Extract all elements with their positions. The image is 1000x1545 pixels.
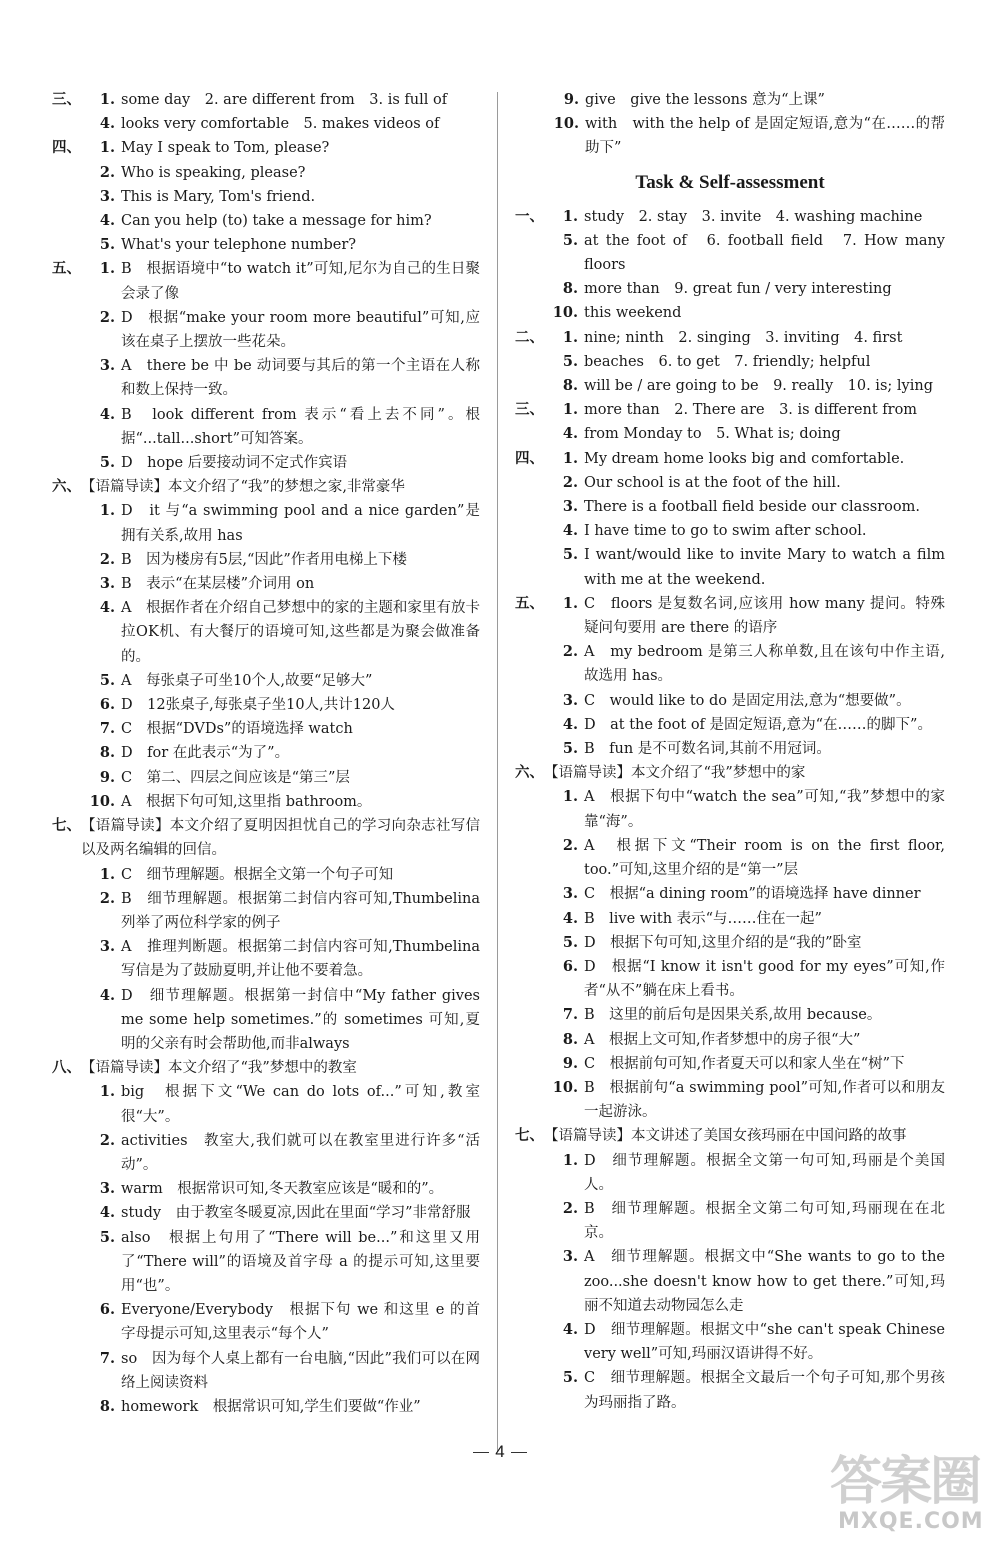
item-number: 3.	[99, 1180, 115, 1198]
answer-item	[81, 669, 480, 693]
answer-item	[544, 907, 945, 931]
item-text: study 由于教室冬暖夏凉,因此在里面“学习”非常舒服	[121, 1205, 471, 1222]
item-number: 4.	[562, 522, 578, 540]
item-number: 10.	[553, 115, 579, 133]
item-number: 5.	[99, 671, 115, 689]
answer-item	[544, 931, 945, 955]
right-top-items	[515, 88, 945, 161]
reading-guide: 【语篇导读】本文介绍了“我”的梦想之家,非常豪华	[81, 479, 405, 496]
item-number: 1.	[99, 260, 115, 278]
answer-item	[544, 834, 945, 882]
answer-item	[544, 1149, 945, 1197]
item-text: warm 根据常识可知,冬天教室应该是“暖和的”。	[121, 1181, 444, 1198]
item-number: 1.	[99, 139, 115, 157]
item-number: 2.	[562, 643, 578, 661]
item-text: big 根据下文“We can do lots of...”可知,教室很“大”。	[121, 1084, 480, 1125]
answer-item	[544, 640, 945, 688]
section-number: 七、	[515, 1127, 544, 1145]
item-text: B live with 表示“与……住在一起”	[584, 910, 822, 927]
answer-item	[544, 277, 945, 301]
answer-item	[544, 785, 945, 833]
item-number: 1.	[99, 91, 115, 108]
item-text: D hope 后要接动词不定式作宾语	[121, 455, 348, 472]
section-number: 三、	[52, 91, 81, 108]
continued-items	[515, 88, 945, 161]
section-number: 五、	[515, 594, 544, 612]
section-body	[81, 1056, 480, 1419]
reading-guide: 【语篇导读】本文介绍了夏明因担忧自己的学习向杂志社写信以及两名编辑的回信。	[81, 818, 480, 859]
item-text: D 细节理解题。根据文中“she can't speak Chinese very well”可知,玛丽汉语讲得不好。	[584, 1321, 945, 1363]
item-text: give give the lessons 意为“上课”	[585, 92, 825, 108]
answer-item	[544, 326, 945, 350]
item-text: C 细节理解题。根据全文最后一个句子可知,那个男孩为玛丽指了路。	[584, 1370, 945, 1411]
item-number: 10.	[552, 1078, 578, 1096]
item-number: 3.	[562, 885, 578, 903]
item-text: nine; ninth 2. singing 3. inviting 4. first	[584, 329, 903, 346]
item-number: 2.	[99, 163, 115, 181]
item-number: 8.	[99, 1397, 115, 1415]
answer-section	[515, 205, 945, 326]
answer-item	[544, 1366, 945, 1414]
answer-item	[81, 1201, 480, 1225]
item-text: so 因为每个人桌上都有一台电脑,“因此”我们可以在网络上阅读资料	[121, 1350, 480, 1391]
section-number: 一、	[515, 207, 544, 225]
item-number: 2.	[562, 473, 578, 491]
answer-item	[81, 717, 480, 741]
answer-item	[544, 422, 945, 446]
item-number: 9.	[563, 91, 579, 108]
section-body	[544, 398, 945, 446]
item-number: 2.	[99, 550, 115, 568]
item-text: C would like to do 是固定用法,意为“想要做”。	[584, 692, 911, 709]
section-number: 二、	[515, 328, 544, 346]
item-number: 4.	[562, 425, 578, 443]
section-number: 五、	[52, 260, 81, 278]
item-number: 5.	[99, 236, 115, 254]
item-text: B 细节理解题。根据全文第二句可知,玛丽现在在北京。	[584, 1200, 945, 1242]
answer-item	[544, 1197, 945, 1245]
section-number: 三、	[515, 401, 544, 419]
item-number: 4.	[99, 115, 115, 133]
answer-item	[81, 112, 480, 136]
answer-section	[515, 447, 945, 592]
answer-item	[544, 1076, 945, 1124]
answer-item	[544, 713, 945, 737]
item-text: D 根据下句可知,这里介绍的是“我的”卧室	[584, 934, 862, 951]
answer-item	[81, 499, 480, 547]
answer-section	[515, 1124, 945, 1414]
item-text: C 根据“DVDs”的语境选择 watch	[121, 721, 353, 738]
item-text: C 细节理解题。根据全文第一个句子可知	[121, 866, 394, 883]
answer-item	[81, 935, 480, 983]
answer-item	[81, 741, 480, 765]
section-body	[544, 1124, 945, 1414]
item-number: 10.	[89, 792, 115, 810]
answer-item	[81, 354, 480, 402]
item-number: 3.	[99, 575, 115, 593]
column-divider	[497, 92, 498, 1452]
item-number: 1.	[562, 328, 578, 346]
item-text: Everyone/Everybody 根据下句 we 和这里 e 的首字母提示可知,这里表示“每个人”	[121, 1302, 480, 1343]
answer-item	[544, 1245, 945, 1318]
answer-item	[544, 374, 945, 398]
answer-item	[544, 1028, 945, 1052]
item-number: 1.	[562, 207, 578, 225]
item-text: A 根据下文“Their room is on the first floor, too.”可知,这里介绍的是“第一”层	[584, 837, 945, 879]
item-number: 4.	[99, 986, 115, 1004]
item-number: 4.	[562, 715, 578, 733]
item-number: 7.	[99, 720, 115, 738]
answer-item	[544, 737, 945, 761]
answer-item	[544, 592, 945, 640]
answer-item	[81, 88, 480, 112]
item-text: B 因为楼房有5层,“因此”作者用电梯上下楼	[121, 551, 407, 568]
item-number: 8.	[562, 1030, 578, 1048]
item-text: C 根据“a dining room”的语境选择 have dinner	[584, 886, 921, 903]
item-number: 2.	[99, 308, 115, 326]
item-text: B 根据语境中“to watch it”可知,尼尔为自己的生日聚会录了像	[121, 261, 480, 302]
answer-item	[81, 1347, 480, 1395]
answer-section	[52, 136, 480, 257]
item-text: There is a football field beside our classroom.	[584, 499, 920, 516]
section-number: 七、	[52, 817, 81, 835]
answer-item	[544, 205, 945, 229]
section-body	[544, 592, 945, 761]
section-body	[544, 447, 945, 592]
answer-item	[545, 112, 945, 160]
answer-item	[81, 233, 480, 257]
item-number: 1.	[562, 788, 578, 806]
item-number: 1.	[562, 449, 578, 467]
answer-item	[81, 984, 480, 1057]
item-number: 6.	[99, 696, 115, 714]
item-text: also 根据上句用了“There will be...”和这里又用了“There will”的语境及首字母 a 的提示可知,这里要用“也”。	[121, 1229, 480, 1294]
answer-section	[515, 326, 945, 399]
answer-item	[81, 136, 480, 160]
item-number: 5.	[99, 1228, 115, 1246]
item-text: D 根据“make your room more beautiful”可知,应该在桌子上摆放一些花朵。	[121, 309, 480, 351]
answer-item	[81, 209, 480, 233]
watermark-url: MXQE.COM	[838, 1509, 984, 1534]
answer-item	[544, 495, 945, 519]
answer-item	[81, 766, 480, 790]
item-number: 5.	[562, 740, 578, 758]
answer-item	[544, 519, 945, 543]
item-text: A 根据下句中“watch the sea”可知,“我”梦想中的家靠“海”。	[584, 789, 945, 830]
item-text: looks very comfortable 5. makes videos of	[121, 116, 440, 133]
left-column	[52, 88, 480, 1419]
item-text: more than 9. great fun / very interesting	[584, 281, 892, 298]
item-number: 3.	[562, 691, 578, 709]
item-text: This is Mary, Tom's friend.	[121, 188, 316, 205]
item-number: 5.	[562, 1369, 578, 1387]
item-number: 1.	[562, 1151, 578, 1169]
answer-item	[81, 185, 480, 209]
item-number: 1.	[99, 865, 115, 883]
answer-section	[52, 814, 480, 1056]
item-number: 4.	[562, 1320, 578, 1338]
item-text: May I speak to Tom, please?	[121, 140, 330, 157]
right-column	[515, 88, 945, 1415]
item-number: 5.	[562, 933, 578, 951]
answer-item	[544, 689, 945, 713]
item-number: 1.	[99, 502, 115, 520]
item-text: D 12张桌子,每张桌子坐10人,共计120人	[121, 697, 395, 714]
answer-section	[515, 592, 945, 761]
answer-item	[81, 863, 480, 887]
item-text: What's your telephone number?	[121, 237, 357, 254]
item-text: D for 在此表示“为了”。	[121, 745, 290, 762]
answer-item	[81, 451, 480, 475]
answer-item	[544, 1003, 945, 1027]
item-number: 8.	[562, 280, 578, 298]
answer-item	[81, 572, 480, 596]
item-text: A 根据上文可知,作者梦想中的房子很“大”	[584, 1031, 861, 1048]
item-number: 9.	[562, 1054, 578, 1072]
section-body	[544, 761, 945, 1124]
item-number: 7.	[562, 1006, 578, 1024]
answer-item	[545, 88, 945, 112]
item-text: D 根据“I know it isn't good for my eyes”可知,作者“从不”躺在床上看书。	[584, 958, 945, 1000]
item-text: B look different from 表示“看上去不同”。根据“...tall...short”可知答案。	[121, 406, 480, 447]
answer-item	[81, 403, 480, 451]
item-text: beaches 6. to get 7. friendly; helpful	[584, 353, 871, 370]
item-number: 3.	[99, 357, 115, 375]
item-number: 5.	[99, 454, 115, 472]
answer-item	[544, 955, 945, 1003]
item-number: 7.	[99, 1349, 115, 1367]
item-text: B 细节理解题。根据第二封信内容可知,Thumbelina 列举了两位科学家的例子	[121, 890, 480, 931]
answer-item	[544, 350, 945, 374]
item-text: D 细节理解题。根据第一封信中“My father gives me some help sometimes.”的 sometimes 可知,夏明的父亲有时会帮助他,而非always	[121, 987, 480, 1052]
answer-item	[544, 471, 945, 495]
item-text: Our school is at the foot of the hill.	[584, 474, 841, 491]
answer-item	[544, 301, 945, 325]
answer-item	[544, 229, 945, 277]
answer-item	[81, 1395, 480, 1419]
answer-item	[81, 1298, 480, 1346]
item-number: 3.	[562, 498, 578, 516]
answer-item	[544, 882, 945, 906]
item-text: A 细节理解题。根据文中“She wants to go to the zoo...she doesn't know how to get there.”可知,玛丽不知道去动物园怎么走	[584, 1249, 945, 1314]
answer-item	[81, 1080, 480, 1128]
item-number: 6.	[99, 1301, 115, 1319]
item-text: B 这里的前后句是因果关系,故用 because。	[584, 1007, 882, 1024]
item-number: 2.	[562, 1199, 578, 1217]
answer-item	[544, 1052, 945, 1076]
item-number: 5.	[562, 231, 578, 249]
answer-item	[81, 161, 480, 185]
answer-item	[81, 257, 480, 305]
item-number: 5.	[562, 352, 578, 370]
answer-item	[81, 1226, 480, 1299]
item-text: My dream home looks big and comfortable.	[584, 450, 905, 467]
right-sections	[515, 205, 945, 1415]
item-number: 4.	[562, 909, 578, 927]
answer-item	[81, 887, 480, 935]
section-body	[544, 326, 945, 399]
item-text: Who is speaking, please?	[121, 164, 306, 181]
item-text: B 根据前句“a swimming pool”可知,作者可以和朋友一起游泳。	[584, 1079, 945, 1121]
item-number: 4.	[99, 599, 115, 617]
section-number: 六、	[52, 478, 81, 496]
section-body	[81, 475, 480, 814]
reading-guide: 【语篇导读】本文讲述了美国女孩玛丽在中国问路的故事	[544, 1128, 907, 1145]
answer-item	[81, 693, 480, 717]
item-number: 5.	[562, 546, 578, 564]
item-number: 8.	[562, 377, 578, 395]
watermark-logo	[830, 1452, 995, 1540]
item-text: with with the help of 是固定短语,意为“在……的帮助下”	[585, 116, 945, 157]
item-text: D 细节理解题。根据全文第一句可知,玛丽是个美国人。	[584, 1152, 945, 1193]
item-text: A 根据作者在介绍自己梦想中的家的主题和家里有放卡拉OK机、有大餐厅的语境可知,这些都是为聚会做准备的。	[121, 600, 480, 665]
item-number: 1.	[562, 401, 578, 419]
item-text: D it 与“a swimming pool and a nice garden”是拥有关系,故用 has	[121, 503, 480, 544]
item-number: 2.	[562, 836, 578, 854]
item-text: activities 教室大,我们就可以在教室里进行许多“活动”。	[121, 1132, 480, 1173]
task-title: Task & Self-assessment	[635, 171, 825, 193]
answer-section	[52, 1056, 480, 1419]
item-number: 9.	[99, 768, 115, 786]
item-text: homework 根据常识可知,学生们要做“作业”	[121, 1398, 421, 1415]
item-text: I have time to go to swim after school.	[584, 523, 867, 540]
item-text: B fun 是不可数名词,其前不用冠词。	[584, 741, 831, 758]
answer-section	[52, 257, 480, 475]
answer-item	[81, 790, 480, 814]
reading-guide: 【语篇导读】本文介绍了“我”梦想中的家	[544, 765, 806, 782]
item-number: 4.	[99, 212, 115, 230]
item-number: 1.	[99, 1083, 115, 1101]
answer-item	[544, 447, 945, 471]
item-number: 3.	[99, 938, 115, 956]
answer-section	[515, 398, 945, 446]
item-text: A my bedroom 是第三人称单数,且在该句中作主语,故选用 has。	[584, 644, 945, 685]
answer-section	[52, 88, 480, 136]
item-text: A 推理判断题。根据第二封信内容可知,Thumbelina 写信是为了鼓励夏明,并让他不要着急。	[121, 939, 480, 980]
item-number: 4.	[99, 1204, 115, 1222]
watermark-text: 答案圈	[830, 1452, 981, 1512]
answer-item	[81, 1129, 480, 1177]
item-text: I want/would like to invite Mary to watch a film with me at the weekend.	[584, 547, 945, 588]
answer-item	[81, 1177, 480, 1201]
item-text: Can you help (to) take a message for him?	[121, 213, 432, 230]
item-text: C floors 是复数名词,应该用 how many 提问。特殊疑问句要用 are there 的语序	[584, 595, 945, 637]
footer-dash-left	[473, 1452, 489, 1453]
section-body	[81, 814, 480, 1056]
answer-item	[544, 398, 945, 422]
answer-item	[81, 596, 480, 669]
reading-guide: 【语篇导读】本文介绍了“我”梦想中的教室	[81, 1060, 357, 1077]
section-number: 八、	[52, 1059, 81, 1077]
item-number: 4.	[99, 405, 115, 423]
answer-item	[81, 306, 480, 354]
item-text: more than 2. There are 3. is different from	[584, 402, 918, 419]
item-text: from Monday to 5. What is; doing	[584, 426, 841, 443]
item-number: 6.	[562, 957, 578, 975]
item-number: 8.	[99, 744, 115, 762]
section-number: 四、	[52, 139, 81, 157]
item-text: C 第二、四层之间应该是“第三”层	[121, 769, 350, 786]
answer-item	[81, 548, 480, 572]
item-text: D at the foot of 是固定短语,意为“在……的脚下”。	[584, 716, 932, 733]
item-text: study 2. stay 3. invite 4. washing machine	[584, 208, 923, 225]
item-text: some day 2. are different from 3. is full of	[121, 92, 448, 108]
item-text: at the foot of 6. football field 7. How many floors	[584, 232, 945, 274]
item-number: 2.	[99, 1131, 115, 1149]
item-text: A 根据下句可知,这里指 bathroom。	[121, 793, 372, 810]
section-body	[81, 88, 480, 136]
item-text: A there be 中 be 动词要与其后的第一个主语在人称和数上保持一致。	[121, 358, 480, 399]
item-text: C 根据前句可知,作者夏天可以和家人坐在“树”下	[584, 1055, 905, 1072]
answer-section	[515, 761, 945, 1124]
section-body	[544, 205, 945, 326]
item-number: 1.	[562, 594, 578, 612]
item-text: B 表示“在某层楼”介词用 on	[121, 576, 315, 593]
item-text: will be / are going to be 9. really 10. is; lying	[584, 378, 933, 395]
item-text: this weekend	[584, 305, 682, 322]
item-number: 2.	[99, 889, 115, 907]
answer-item	[544, 543, 945, 591]
item-text: A 每张桌子可坐10个人,故要“足够大”	[121, 672, 373, 689]
footer-dash-right	[511, 1452, 527, 1453]
section-number: 四、	[515, 449, 544, 467]
section-body	[81, 136, 480, 257]
item-number: 3.	[99, 187, 115, 205]
section-body	[81, 257, 480, 475]
section-number: 六、	[515, 764, 544, 782]
item-number: 3.	[562, 1248, 578, 1266]
answer-section	[52, 475, 480, 814]
item-number: 10.	[552, 304, 578, 322]
answer-item	[544, 1318, 945, 1366]
page-number: 4	[495, 1442, 505, 1461]
